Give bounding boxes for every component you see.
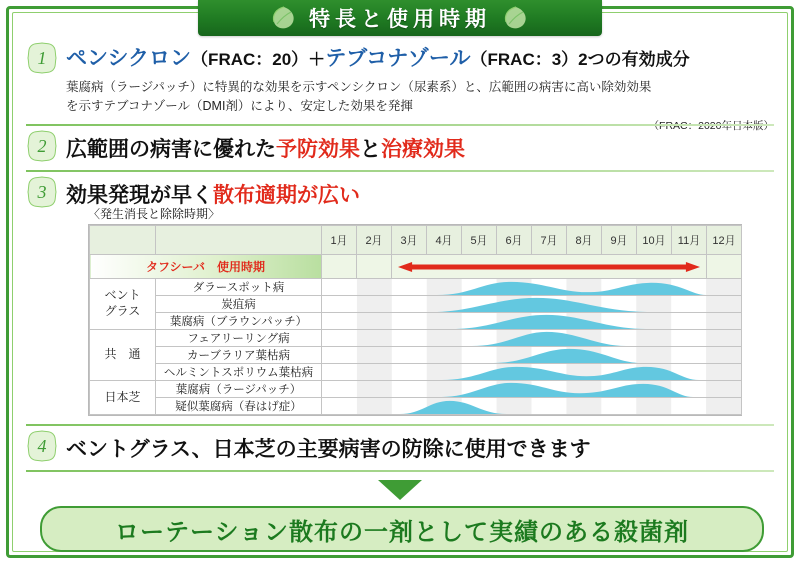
divider-1: [26, 124, 774, 126]
month-header: 5月: [462, 226, 497, 255]
disease-name: ヘルミントスポリウム葉枯病: [156, 364, 322, 381]
divider-2: [26, 170, 774, 172]
point-1-title-a: ペンシクロン: [66, 47, 192, 70]
table-row: [90, 279, 742, 296]
month-header: 6月: [497, 226, 532, 255]
disease-name: 疑似葉腐病（春はげ症）: [156, 398, 322, 415]
point-2-title: [66, 133, 465, 163]
use-period-cell: [357, 255, 392, 279]
point-1-title-c: テブコナゾール: [325, 47, 471, 70]
month-header: 12月: [707, 226, 742, 255]
point-3-number: 3: [37, 181, 47, 202]
table-row: [90, 381, 742, 398]
point-2-title-c: と: [360, 138, 381, 161]
point-2-title-a: 広範囲の病害に優れた: [66, 138, 276, 161]
occurrence-band: [322, 313, 742, 330]
schedule-table: [89, 225, 742, 415]
chart-caption: 〈発生消長と除除時期〉: [88, 207, 221, 221]
month-header: 1月: [322, 226, 357, 255]
use-period-label: タフシーバ 使用時期: [90, 255, 322, 279]
summary-message: ローテーション散布の一剤として実績のある殺菌剤: [114, 518, 690, 546]
month-header: 4月: [427, 226, 462, 255]
month-header: 9月: [602, 226, 637, 255]
table-row: [90, 398, 742, 415]
point-1-body-line1: 葉腐病（ラージパッチ）に特異的な効果を示すペンシクロン（尿素系）と、広範囲の病害に高い除効効果: [66, 80, 652, 94]
point-4-number-badge: [26, 430, 58, 462]
point-1-title-d: （FRAC：3）2つの有効成分: [470, 50, 690, 69]
month-header: 10月: [637, 226, 672, 255]
page-title: 特長と使用時期: [309, 8, 491, 31]
leaf-icon: [503, 6, 529, 30]
use-period-cell: [322, 255, 357, 279]
point-2-number-badge: [26, 130, 58, 162]
group-label-bent: ベント グラス: [90, 279, 156, 330]
disease-name: カーブラリア葉枯病: [156, 347, 322, 364]
use-period-arrow-icon: [398, 262, 700, 272]
month-header: 11月: [672, 226, 707, 255]
table-row: [90, 296, 742, 313]
month-header: 8月: [567, 226, 602, 255]
table-row: [90, 313, 742, 330]
occurrence-band: [322, 347, 742, 364]
occurrence-band: [322, 364, 742, 381]
group-label-common: 共 通: [90, 330, 156, 381]
occurrence-band: [322, 398, 742, 415]
occurrence-band: [322, 330, 742, 347]
point-1-number: 1: [37, 47, 47, 68]
disease-name: 葉腐病（ブラウンパッチ）: [156, 313, 322, 330]
month-header: 2月: [357, 226, 392, 255]
disease-name: ダラースポット病: [156, 279, 322, 296]
divider-4: [26, 470, 774, 472]
disease-name: 炭疽病: [156, 296, 322, 313]
header-banner: [198, 0, 602, 36]
leaf-icon: [271, 6, 297, 30]
use-period-cell: [707, 255, 742, 279]
table-row: [90, 364, 742, 381]
point-1: [26, 42, 774, 116]
point-1-body-line2: を示すテブコナゾール（DMI剤）により、安定した効果を発揮: [66, 99, 413, 114]
point-3-title-a: 効果発現が早く: [66, 184, 213, 207]
occurrence-band: [322, 296, 742, 313]
point-2-number: 2: [37, 135, 47, 156]
point-4: [26, 430, 774, 464]
month-header: 7月: [532, 226, 567, 255]
point-4-title: ベントグラス、日本芝の主要病害の防除に使用できます: [66, 438, 591, 461]
disease-name: フェアリーリング病: [156, 330, 322, 347]
point-4-number: 4: [37, 435, 47, 456]
header-disease-blank: [156, 226, 322, 255]
divider-3: [26, 424, 774, 426]
month-header: 3月: [392, 226, 427, 255]
point-1-title-b: （FRAC：20）＋: [191, 50, 326, 69]
table-header-row: [90, 226, 742, 255]
header-group-blank: [90, 226, 156, 255]
table-row: [90, 347, 742, 364]
down-arrow-icon: [378, 480, 422, 500]
disease-name: 葉腐病（ラージパッチ）: [156, 381, 322, 398]
point-1-title: [66, 42, 774, 72]
summary-banner: [40, 506, 764, 552]
point-2: [26, 130, 774, 164]
disease-schedule-chart: [88, 224, 742, 416]
group-label-zoysia: 日本芝: [90, 381, 156, 415]
point-2-title-d: 治療効果: [381, 138, 465, 161]
point-1-number-badge: [26, 42, 58, 74]
occurrence-band: [322, 381, 742, 398]
point-3-number-badge: [26, 176, 58, 208]
occurrence-band: [322, 279, 742, 296]
use-period-arrow-track: [392, 255, 707, 279]
point-2-title-b: 予防効果: [276, 138, 360, 161]
use-period-row: [90, 255, 742, 279]
point-3-title-b: 散布適期が広い: [213, 184, 360, 207]
table-row: [90, 330, 742, 347]
